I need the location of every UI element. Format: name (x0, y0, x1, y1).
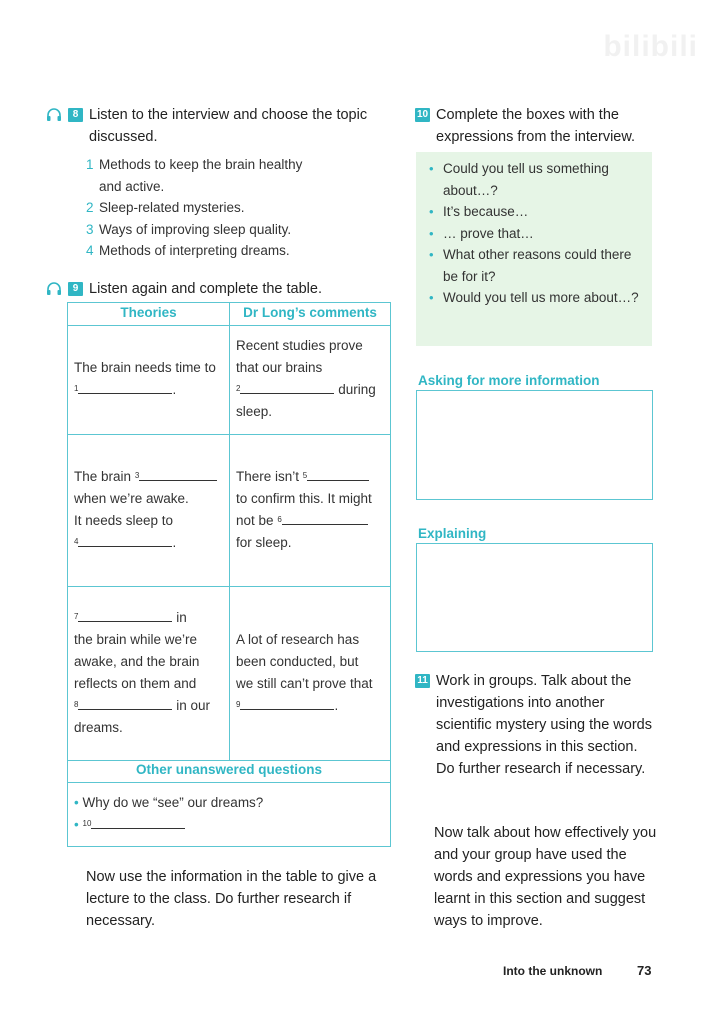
exercise-11-followup: Now talk about how effectively you and your group have used the words and expressions you have learnt in this section and suggest ways to improve. (434, 825, 657, 929)
row-divider (68, 586, 390, 587)
topic-options (86, 154, 326, 262)
exercise-8 (46, 104, 396, 262)
exercise-number-badge: 8 (68, 108, 83, 122)
exercise-instruction: Listen again and complete the table. (89, 281, 322, 297)
headphones-icon (46, 281, 62, 297)
list-item: • Would you tell us more about…? (429, 290, 639, 305)
column-header-theories: Theories (120, 305, 177, 320)
other-questions-list (74, 792, 384, 836)
list-item: 2 Sleep-related mysteries. (86, 200, 245, 215)
list-item: 4 Methods of interpreting dreams. (86, 243, 290, 258)
answer-blank[interactable] (78, 695, 172, 710)
row-divider (68, 325, 390, 326)
exercise-instruction: Complete the boxes with the expressions from the interview. (436, 107, 636, 145)
answer-blank[interactable] (240, 695, 334, 710)
page-number: 73 (637, 963, 652, 978)
footer-section-title: Into the unknown (503, 964, 603, 978)
explaining-box-title: Explaining (418, 526, 487, 541)
exercise-number-badge: 10 (416, 109, 429, 120)
answer-blank[interactable] (78, 532, 172, 547)
list-item: • It’s because… (429, 204, 529, 219)
list-item: • What other reasons could there be for it? (429, 247, 632, 284)
column-divider (229, 303, 230, 760)
list-item: • Why do we “see” our dreams? (74, 795, 264, 810)
table-cell: There isn’t $^5$ to confirm this. It might not be $^6$ for sleep. (236, 466, 390, 554)
row-divider (68, 782, 390, 783)
headphones-icon (46, 107, 62, 123)
column-header-comments: Dr Long’s comments (243, 305, 377, 320)
table-cell: $^7$ in the brain while we’re awake, and the brain reflects on them and $^8$ in our dreams. (74, 607, 226, 739)
list-item: 3 Ways of improving sleep quality. (86, 221, 292, 237)
exercise-instruction: Work in groups. Talk about the investigations into another scientific mystery using the words and expressions in this section. Do further research if necessary. (436, 673, 652, 777)
answer-blank[interactable] (91, 814, 185, 829)
list-item: 1 Methods to keep the brain healthy and active. (86, 157, 303, 194)
theories-table (67, 302, 391, 847)
table-cell: Recent studies prove that our brains $^2$ during sleep. (236, 338, 376, 419)
table-cell: The brain needs time to $^1$ . (74, 360, 216, 397)
answer-blank[interactable] (240, 379, 334, 394)
other-questions-header: Other unanswered questions (135, 762, 323, 777)
list-item: • $^{10}$ (74, 814, 384, 836)
exercise-10-heading (415, 104, 675, 148)
answer-blank[interactable] (78, 379, 172, 394)
list-item: • Could you tell us something about…? (429, 161, 609, 198)
explaining-answer-box[interactable] (416, 543, 653, 652)
table-cell: A lot of research has been conducted, but we still can’t prove that $^9$ . (236, 632, 373, 713)
exercise-number-badge: 9 (68, 282, 83, 296)
exercise-instruction: Listen to the interview and choose the topic discussed. (89, 107, 368, 145)
exercise-11-heading (415, 670, 675, 780)
answer-blank[interactable] (139, 466, 217, 481)
asking-answer-box[interactable] (416, 390, 653, 500)
asking-box-title: Asking for more information (418, 373, 600, 388)
answer-blank[interactable] (282, 510, 368, 525)
row-divider (68, 760, 390, 761)
answer-blank[interactable] (78, 607, 172, 622)
exercise-number-badge: 11 (415, 674, 430, 688)
row-divider (68, 434, 390, 435)
expressions-box (416, 152, 652, 346)
list-item: • … prove that… (429, 225, 534, 241)
exercise-9-heading (46, 278, 396, 300)
answer-blank[interactable] (307, 466, 369, 481)
table-cell: The brain $^3$ when we’re awake. It needs sleep to $^4$ . (74, 466, 226, 554)
exercise-9-followup: Now use the information in the table to give a lecture to the class. Do further research if necessary. (86, 869, 377, 929)
watermark-logo: bilibili (603, 30, 698, 63)
